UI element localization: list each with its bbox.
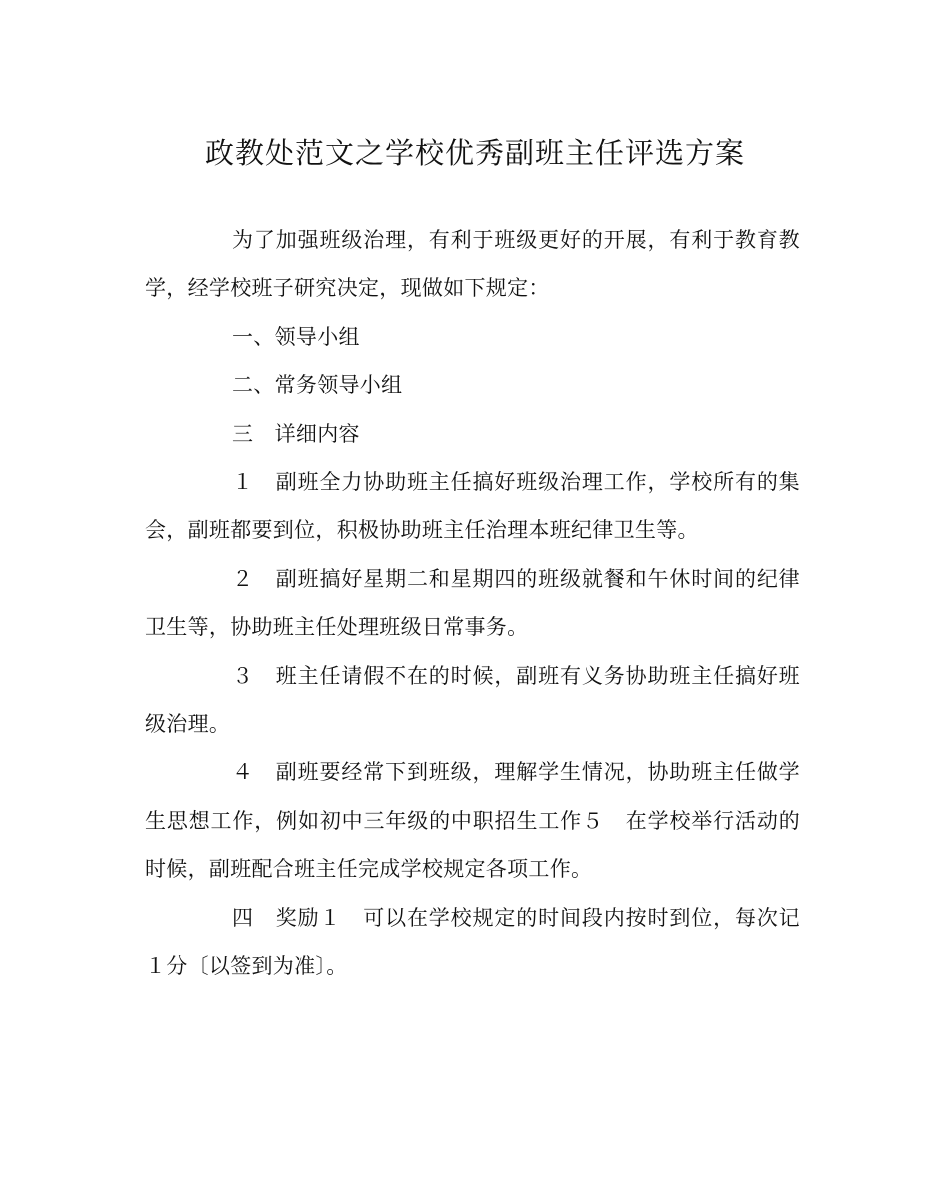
paragraph-item-1: １ 副班全力协助班主任搞好班级治理工作，学校所有的集会，副班都要到位，积极协助班主任治理本班纪律卫生等。 (145, 470, 800, 543)
section-heading-standing-leadership-group: 二、常务领导小组 (232, 373, 403, 398)
section-heading-details: 三 详细内容 (232, 421, 360, 446)
paragraph-rewards: 四 奖励１ 可以在学校规定的时间段内按时到位，每次记１分〔以签到为准〕。 (145, 905, 800, 979)
section-heading-leadership-group: 一、领导小组 (232, 324, 360, 349)
paragraph-intro: 为了加强班级治理，有利于班级更好的开展，有利于教育教学，经学校班子研究决定，现做如下规定： (145, 228, 800, 301)
document-title: 政教处范文之学校优秀副班主任评选方案 (204, 136, 745, 170)
paragraph-item-4: ４ 副班要经常下到班级，理解学生情况，协助班主任做学生思想工作，例如初中三年级的中职招生工作５ 在学校举行活动的时候，副班配合班主任完成学校规定各项工作。 (145, 760, 800, 882)
paragraph-item-3: ３ 班主任请假不在的时候，副班有义务协助班主任搞好班级治理。 (145, 663, 800, 737)
paragraph-item-2: ２ 副班搞好星期二和星期四的班级就餐和午休时间的纪律卫生等，协助班主任处理班级日常事务。 (145, 566, 800, 640)
document-body (145, 216, 800, 991)
